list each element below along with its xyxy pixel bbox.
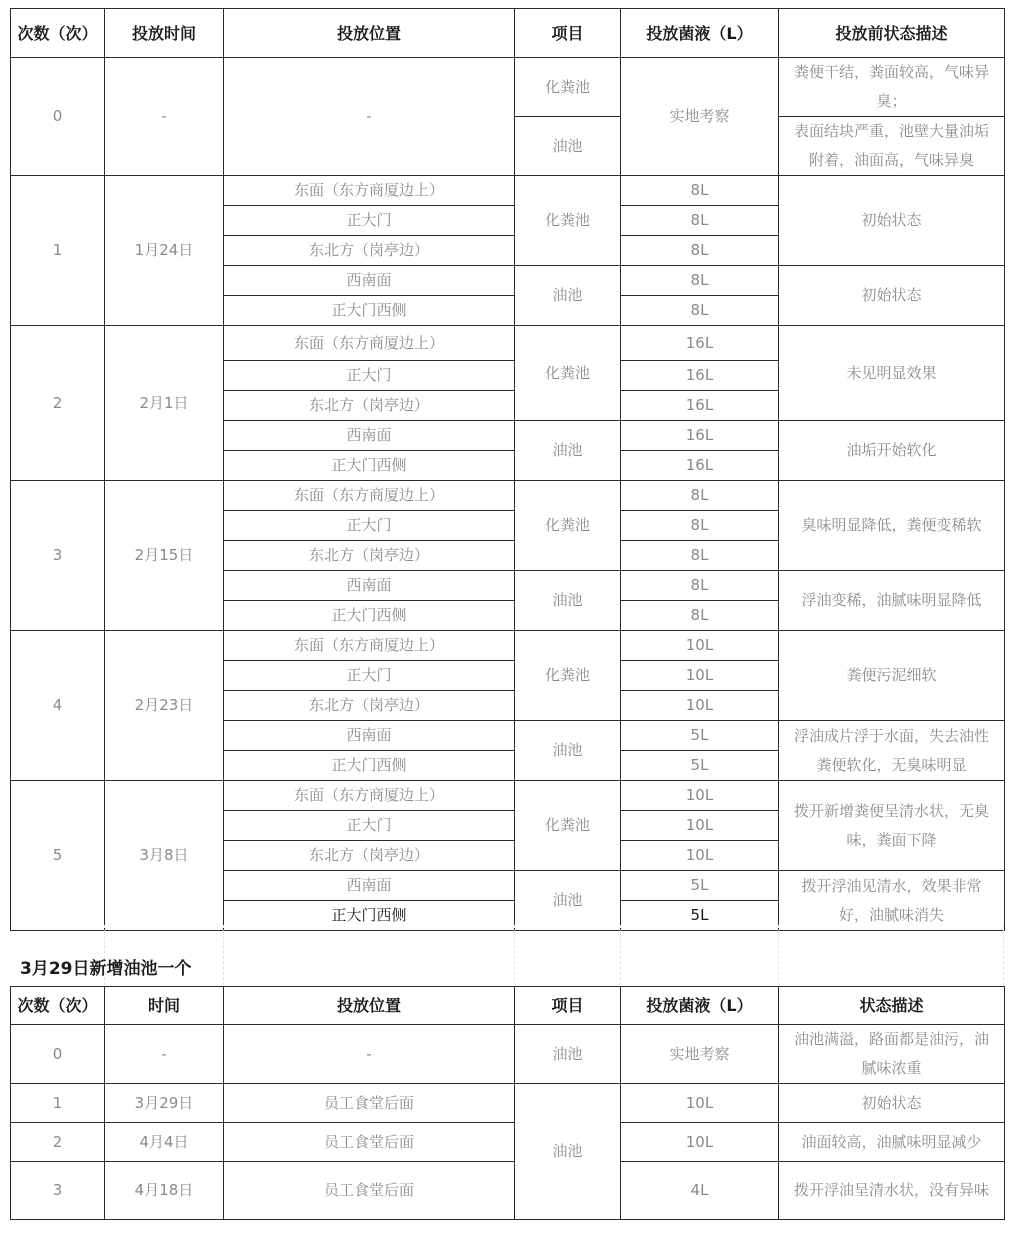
location-cell: 东面（东方商厦边上） (224, 481, 515, 511)
location-cell: 员工食堂后面 (224, 1123, 515, 1162)
location-cell: 正大门 (224, 511, 515, 541)
item-cell: 油池 (515, 871, 621, 931)
volume-cell: 10L (621, 1123, 779, 1162)
header-description: 投放前状态描述 (779, 9, 1005, 58)
volume-cell: 5L (621, 871, 779, 901)
description-cell: 粪便污泥细软 (779, 631, 1005, 721)
volume-cell: 16L (621, 421, 779, 451)
volume-cell: 8L (621, 296, 779, 326)
volume-cell: 8L (621, 206, 779, 236)
description-cell: 浮油成片浮于水面，失去油性粪便软化，无臭味明显 (779, 721, 1005, 781)
table-row (11, 631, 1005, 661)
table-row (11, 1162, 1005, 1220)
location-cell: 东面（东方商厦边上） (224, 631, 515, 661)
table-row (11, 1123, 1005, 1162)
column-guide (514, 925, 515, 985)
item-cell: 化粪池 (515, 481, 621, 571)
location-cell: 正大门西侧 (224, 751, 515, 781)
description-cell: 初始状态 (779, 266, 1005, 326)
location-cell: 西南面 (224, 266, 515, 296)
volume-cell: 5L (621, 721, 779, 751)
date-cell: 2月23日 (105, 631, 224, 781)
description-cell: 初始状态 (779, 176, 1005, 266)
volume-cell: 10L (621, 661, 779, 691)
section-title: 3月29日新增油池一个 (20, 959, 192, 979)
count-cell: 2 (11, 1123, 105, 1162)
location-cell: 东北方（岗亭边） (224, 236, 515, 266)
count-cell: 0 (11, 58, 105, 176)
location-cell: 东北方（岗亭边） (224, 841, 515, 871)
description-cell: 初始状态 (779, 1084, 1005, 1123)
date-cell: - (105, 58, 224, 176)
header-count: 次数（次） (11, 9, 105, 58)
header-volume: 投放菌液（L） (621, 9, 779, 58)
volume-cell: 10L (621, 781, 779, 811)
location-cell: 东面（东方商厦边上） (224, 781, 515, 811)
header-count: 次数（次） (11, 987, 105, 1025)
location-cell: 西南面 (224, 871, 515, 901)
description-cell: 拨开浮油呈清水状，没有异味 (779, 1162, 1005, 1220)
header-volume: 投放菌液（L） (621, 987, 779, 1025)
count-cell: 2 (11, 326, 105, 481)
location-cell: 正大门西侧 (224, 296, 515, 326)
item-cell: 化粪池 (515, 176, 621, 266)
dosing-table (10, 8, 1005, 931)
description-cell: 未见明显效果 (779, 326, 1005, 421)
date-cell: 2月1日 (105, 326, 224, 481)
volume-cell: 16L (621, 326, 779, 361)
column-guide (778, 925, 779, 985)
location-cell: 西南面 (224, 571, 515, 601)
volume-cell: 8L (621, 266, 779, 296)
date-cell: - (105, 1025, 224, 1084)
volume-cell: 8L (621, 601, 779, 631)
column-guide (223, 925, 224, 985)
volume-cell: 16L (621, 391, 779, 421)
count-cell: 0 (11, 1025, 105, 1084)
location-cell: 正大门西侧 (224, 601, 515, 631)
volume-cell: 8L (621, 571, 779, 601)
description-cell: 臭味明显降低，粪便变稀软 (779, 481, 1005, 571)
count-cell: 1 (11, 176, 105, 326)
item-cell: 油池 (515, 1025, 621, 1084)
description-cell: 拨开新增粪便呈清水状，无臭味，粪面下降 (779, 781, 1005, 871)
table-row (11, 58, 1005, 117)
volume-cell: 5L (621, 751, 779, 781)
location-cell: 正大门 (224, 811, 515, 841)
location-cell: 正大门 (224, 206, 515, 236)
table-row (11, 1025, 1005, 1084)
location-cell: - (224, 58, 515, 176)
location-cell: 西南面 (224, 421, 515, 451)
header-date: 投放时间 (105, 9, 224, 58)
location-cell: 东北方（岗亭边） (224, 391, 515, 421)
header-location: 投放位置 (224, 987, 515, 1025)
location-cell: 东面（东方商厦边上） (224, 176, 515, 206)
location-cell: 员工食堂后面 (224, 1162, 515, 1220)
item-cell: 化粪池 (515, 326, 621, 421)
location-cell: 东面（东方商厦边上） (224, 326, 515, 361)
date-cell: 3月29日 (105, 1084, 224, 1123)
volume-cell: 16L (621, 451, 779, 481)
item-cell: 油池 (515, 117, 621, 176)
item-cell: 油池 (515, 721, 621, 781)
location-cell: 东北方（岗亭边） (224, 691, 515, 721)
volume-cell: 8L (621, 541, 779, 571)
date-cell: 4月18日 (105, 1162, 224, 1220)
count-cell: 5 (11, 781, 105, 931)
location-cell: - (224, 1025, 515, 1084)
volume-cell: 实地考察 (621, 1025, 779, 1084)
header-row (11, 987, 1005, 1025)
volume-cell: 8L (621, 176, 779, 206)
description-cell: 表面结块严重，池壁大量油垢附着，油面高，气味异臭 (779, 117, 1005, 176)
header-location: 投放位置 (224, 9, 515, 58)
header-item: 项目 (515, 987, 621, 1025)
location-cell: 正大门西侧 (224, 901, 515, 931)
volume-cell: 16L (621, 361, 779, 391)
count-cell: 3 (11, 481, 105, 631)
header-description: 状态描述 (779, 987, 1005, 1025)
header-date: 时间 (105, 987, 224, 1025)
description-cell: 油垢开始软化 (779, 421, 1005, 481)
table-row (11, 176, 1005, 206)
table-row (11, 481, 1005, 511)
table-row (11, 326, 1005, 361)
volume-cell: 10L (621, 691, 779, 721)
date-cell: 1月24日 (105, 176, 224, 326)
volume-cell: 10L (621, 1084, 779, 1123)
location-cell: 西南面 (224, 721, 515, 751)
volume-cell: 8L (621, 481, 779, 511)
description-cell: 拨开浮油见清水，效果非常好，油腻味消失 (779, 871, 1005, 931)
item-cell: 油池 (515, 421, 621, 481)
header-row (11, 9, 1005, 58)
item-cell: 油池 (515, 571, 621, 631)
location-cell: 东北方（岗亭边） (224, 541, 515, 571)
column-guide (1003, 925, 1004, 985)
volume-cell: 4L (621, 1162, 779, 1220)
table-row (11, 1084, 1005, 1123)
count-cell: 4 (11, 631, 105, 781)
volume-cell: 10L (621, 811, 779, 841)
volume-cell: 8L (621, 236, 779, 266)
location-cell: 正大门 (224, 361, 515, 391)
item-cell: 油池 (515, 1084, 621, 1220)
item-cell: 化粪池 (515, 631, 621, 721)
volume-cell: 10L (621, 631, 779, 661)
location-cell: 正大门西侧 (224, 451, 515, 481)
volume-cell: 10L (621, 841, 779, 871)
location-cell: 正大门 (224, 661, 515, 691)
description-cell: 油池满溢，路面都是油污，油腻味浓重 (779, 1025, 1005, 1084)
table-row (11, 781, 1005, 811)
count-cell: 1 (11, 1084, 105, 1123)
header-item: 项目 (515, 9, 621, 58)
column-guide (620, 925, 621, 985)
date-cell: 3月8日 (105, 781, 224, 931)
item-cell: 油池 (515, 266, 621, 326)
new-oil-pool-table (10, 986, 1005, 1220)
volume-cell: 实地考察 (621, 58, 779, 176)
item-cell: 化粪池 (515, 781, 621, 871)
description-cell: 浮油变稀，油腻味明显降低 (779, 571, 1005, 631)
description-cell: 粪便干结，粪面较高，气味异臭； (779, 58, 1005, 117)
count-cell: 3 (11, 1162, 105, 1220)
location-cell: 员工食堂后面 (224, 1084, 515, 1123)
date-cell: 2月15日 (105, 481, 224, 631)
volume-cell: 5L (621, 901, 779, 931)
date-cell: 4月4日 (105, 1123, 224, 1162)
volume-cell: 8L (621, 511, 779, 541)
description-cell: 油面较高，油腻味明显减少 (779, 1123, 1005, 1162)
item-cell: 化粪池 (515, 58, 621, 117)
